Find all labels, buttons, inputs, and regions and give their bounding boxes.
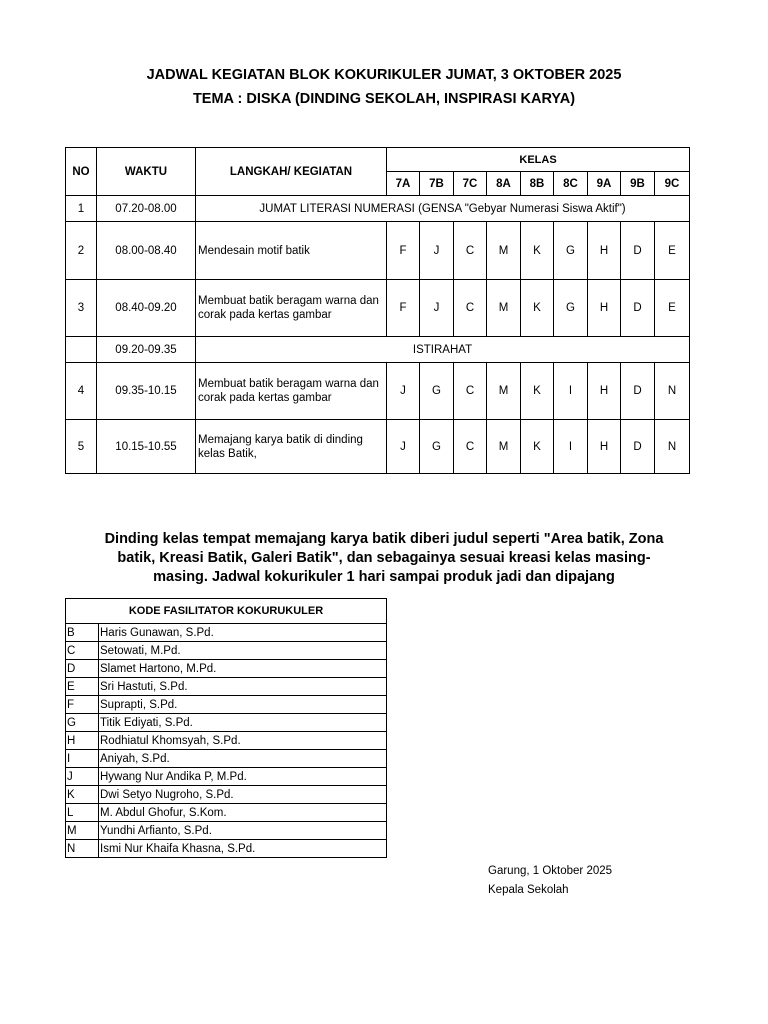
- signature-role: Kepala Sekolah: [488, 884, 569, 896]
- signature-place-date: Garung, 1 Oktober 2025: [488, 865, 613, 877]
- code-letter: J: [66, 768, 99, 786]
- facilitator-code: D: [621, 280, 655, 337]
- facilitator-code: I: [554, 420, 588, 474]
- table-row: [66, 420, 690, 474]
- table-row: [66, 660, 387, 678]
- table-row: [66, 696, 387, 714]
- facilitator-code: H: [588, 420, 621, 474]
- facilitator-name: Haris Gunawan, S.Pd.: [99, 624, 387, 642]
- row-time: 08.40-09.20: [97, 280, 196, 337]
- header-no: NO: [66, 148, 97, 196]
- row-activity: Membuat batik beragam warna dan corak pada kertas gambar: [196, 280, 387, 337]
- table-row: [66, 840, 387, 858]
- row-activity: Mendesain motif batik: [196, 222, 387, 280]
- facilitator-code: K: [521, 420, 554, 474]
- facilitator-code: I: [554, 363, 588, 420]
- class-header: 7B: [420, 172, 454, 196]
- facilitator-code: J: [420, 222, 454, 280]
- facilitator-code: K: [521, 363, 554, 420]
- row-activity: Memajang karya batik di dinding kelas Batik,: [196, 420, 387, 474]
- facilitator-code: H: [588, 222, 621, 280]
- facilitator-name: Hywang Nur Andika P, M.Pd.: [99, 768, 387, 786]
- facilitator-code: K: [521, 222, 554, 280]
- table-row: [66, 280, 690, 337]
- table-row: [66, 363, 690, 420]
- row-time: 09.20-09.35: [97, 337, 196, 363]
- facilitator-code: J: [420, 280, 454, 337]
- header-kelas: KELAS: [387, 148, 690, 172]
- facilitator-code: G: [420, 363, 454, 420]
- row-no: [66, 337, 97, 363]
- display-note: [40, 530, 728, 587]
- facilitator-code: G: [554, 222, 588, 280]
- facilitator-code: M: [487, 363, 521, 420]
- class-header: 9C: [655, 172, 690, 196]
- facilitator-code: G: [554, 280, 588, 337]
- table-row: [66, 732, 387, 750]
- row-activity: Membuat batik beragam warna dan corak pada kertas gambar: [196, 363, 387, 420]
- table-row: [66, 822, 387, 840]
- code-letter: L: [66, 804, 99, 822]
- table-row: [66, 196, 690, 222]
- table-row: [66, 768, 387, 786]
- facilitator-name: Slamet Hartono, M.Pd.: [99, 660, 387, 678]
- facilitator-name: Setowati, M.Pd.: [99, 642, 387, 660]
- note-line: batik, Kreasi Batik, Galeri Batik", dan sebagainya sesuai kreasi kelas masing-: [117, 550, 651, 566]
- row-no: 3: [66, 280, 97, 337]
- facilitator-code: K: [521, 280, 554, 337]
- class-header: 8B: [521, 172, 554, 196]
- row-time: 09.35-10.15: [97, 363, 196, 420]
- facilitator-name: Ismi Nur Khaifa Khasna, S.Pd.: [99, 840, 387, 858]
- facilitator-name: Suprapti, S.Pd.: [99, 696, 387, 714]
- table-row: [66, 222, 690, 280]
- facilitator-code: C: [454, 222, 487, 280]
- document-theme: TEMA : DISKA (DINDING SEKOLAH, INSPIRASI KARYA): [192, 91, 576, 107]
- class-header: 7C: [454, 172, 487, 196]
- facilitator-name: Sri Hastuti, S.Pd.: [99, 678, 387, 696]
- class-header: 9A: [588, 172, 621, 196]
- code-letter: M: [66, 822, 99, 840]
- facilitator-code: G: [420, 420, 454, 474]
- facilitator-name: Rodhiatul Khomsyah, S.Pd.: [99, 732, 387, 750]
- facilitator-name: Yundhi Arfianto, S.Pd.: [99, 822, 387, 840]
- facilitator-code: M: [487, 222, 521, 280]
- facilitator-code: M: [487, 420, 521, 474]
- facilitator-code: E: [655, 280, 690, 337]
- row-activity-span: ISTIRAHAT: [196, 337, 690, 363]
- row-no: 1: [66, 196, 97, 222]
- facilitator-code: D: [621, 222, 655, 280]
- code-letter: G: [66, 714, 99, 732]
- code-letter: H: [66, 732, 99, 750]
- row-time: 07.20-08.00: [97, 196, 196, 222]
- table-row: [66, 678, 387, 696]
- header-waktu: WAKTU: [97, 148, 196, 196]
- facilitator-code: F: [387, 280, 420, 337]
- table-row: [66, 750, 387, 768]
- facilitator-code: N: [655, 420, 690, 474]
- facilitator-code: H: [588, 363, 621, 420]
- row-no: 4: [66, 363, 97, 420]
- table-row: [66, 714, 387, 732]
- table-row: [66, 337, 690, 363]
- facilitator-code: C: [454, 363, 487, 420]
- row-activity-span: JUMAT LITERASI NUMERASI (GENSA "Gebyar Numerasi Siswa Aktif"): [196, 196, 690, 222]
- class-header: 8C: [554, 172, 588, 196]
- table-row: [66, 624, 387, 642]
- facilitator-name: Dwi Setyo Nugroho, S.Pd.: [99, 786, 387, 804]
- code-letter: K: [66, 786, 99, 804]
- note-line: masing. Jadwal kokurikuler 1 hari sampai produk jadi dan dipajang: [153, 569, 615, 585]
- facilitator-code: N: [655, 363, 690, 420]
- table-row: [66, 804, 387, 822]
- table-row: [66, 786, 387, 804]
- class-header: 9B: [621, 172, 655, 196]
- facilitator-code: H: [588, 280, 621, 337]
- code-letter: I: [66, 750, 99, 768]
- table-row: [66, 642, 387, 660]
- code-letter: F: [66, 696, 99, 714]
- schedule-table: [65, 147, 690, 474]
- code-letter: E: [66, 678, 99, 696]
- facilitator-code: J: [387, 420, 420, 474]
- facilitator-name: Titik Ediyati, S.Pd.: [99, 714, 387, 732]
- code-letter: D: [66, 660, 99, 678]
- document-title: JADWAL KEGIATAN BLOK KOKURIKULER JUMAT, 3 OKTOBER 2025: [146, 67, 622, 83]
- header-kegiatan: LANGKAH/ KEGIATAN: [196, 148, 387, 196]
- code-letter: C: [66, 642, 99, 660]
- row-time: 08.00-08.40: [97, 222, 196, 280]
- facilitator-code: C: [454, 280, 487, 337]
- class-header: 8A: [487, 172, 521, 196]
- facilitator-code: D: [621, 363, 655, 420]
- row-no: 2: [66, 222, 97, 280]
- code-letter: N: [66, 840, 99, 858]
- facilitator-code-table: [65, 598, 387, 858]
- facilitator-code: M: [487, 280, 521, 337]
- code-letter: B: [66, 624, 99, 642]
- facilitator-name: M. Abdul Ghofur, S.Kom.: [99, 804, 387, 822]
- row-time: 10.15-10.55: [97, 420, 196, 474]
- class-header: 7A: [387, 172, 420, 196]
- note-line: Dinding kelas tempat memajang karya batik diberi judul seperti "Area batik, Zona: [104, 531, 664, 547]
- facilitator-table-title: KODE FASILITATOR KOKURUKULER: [66, 599, 387, 624]
- facilitator-code: C: [454, 420, 487, 474]
- facilitator-code: E: [655, 222, 690, 280]
- facilitator-code: D: [621, 420, 655, 474]
- facilitator-code: J: [387, 363, 420, 420]
- facilitator-code: F: [387, 222, 420, 280]
- row-no: 5: [66, 420, 97, 474]
- facilitator-name: Aniyah, S.Pd.: [99, 750, 387, 768]
